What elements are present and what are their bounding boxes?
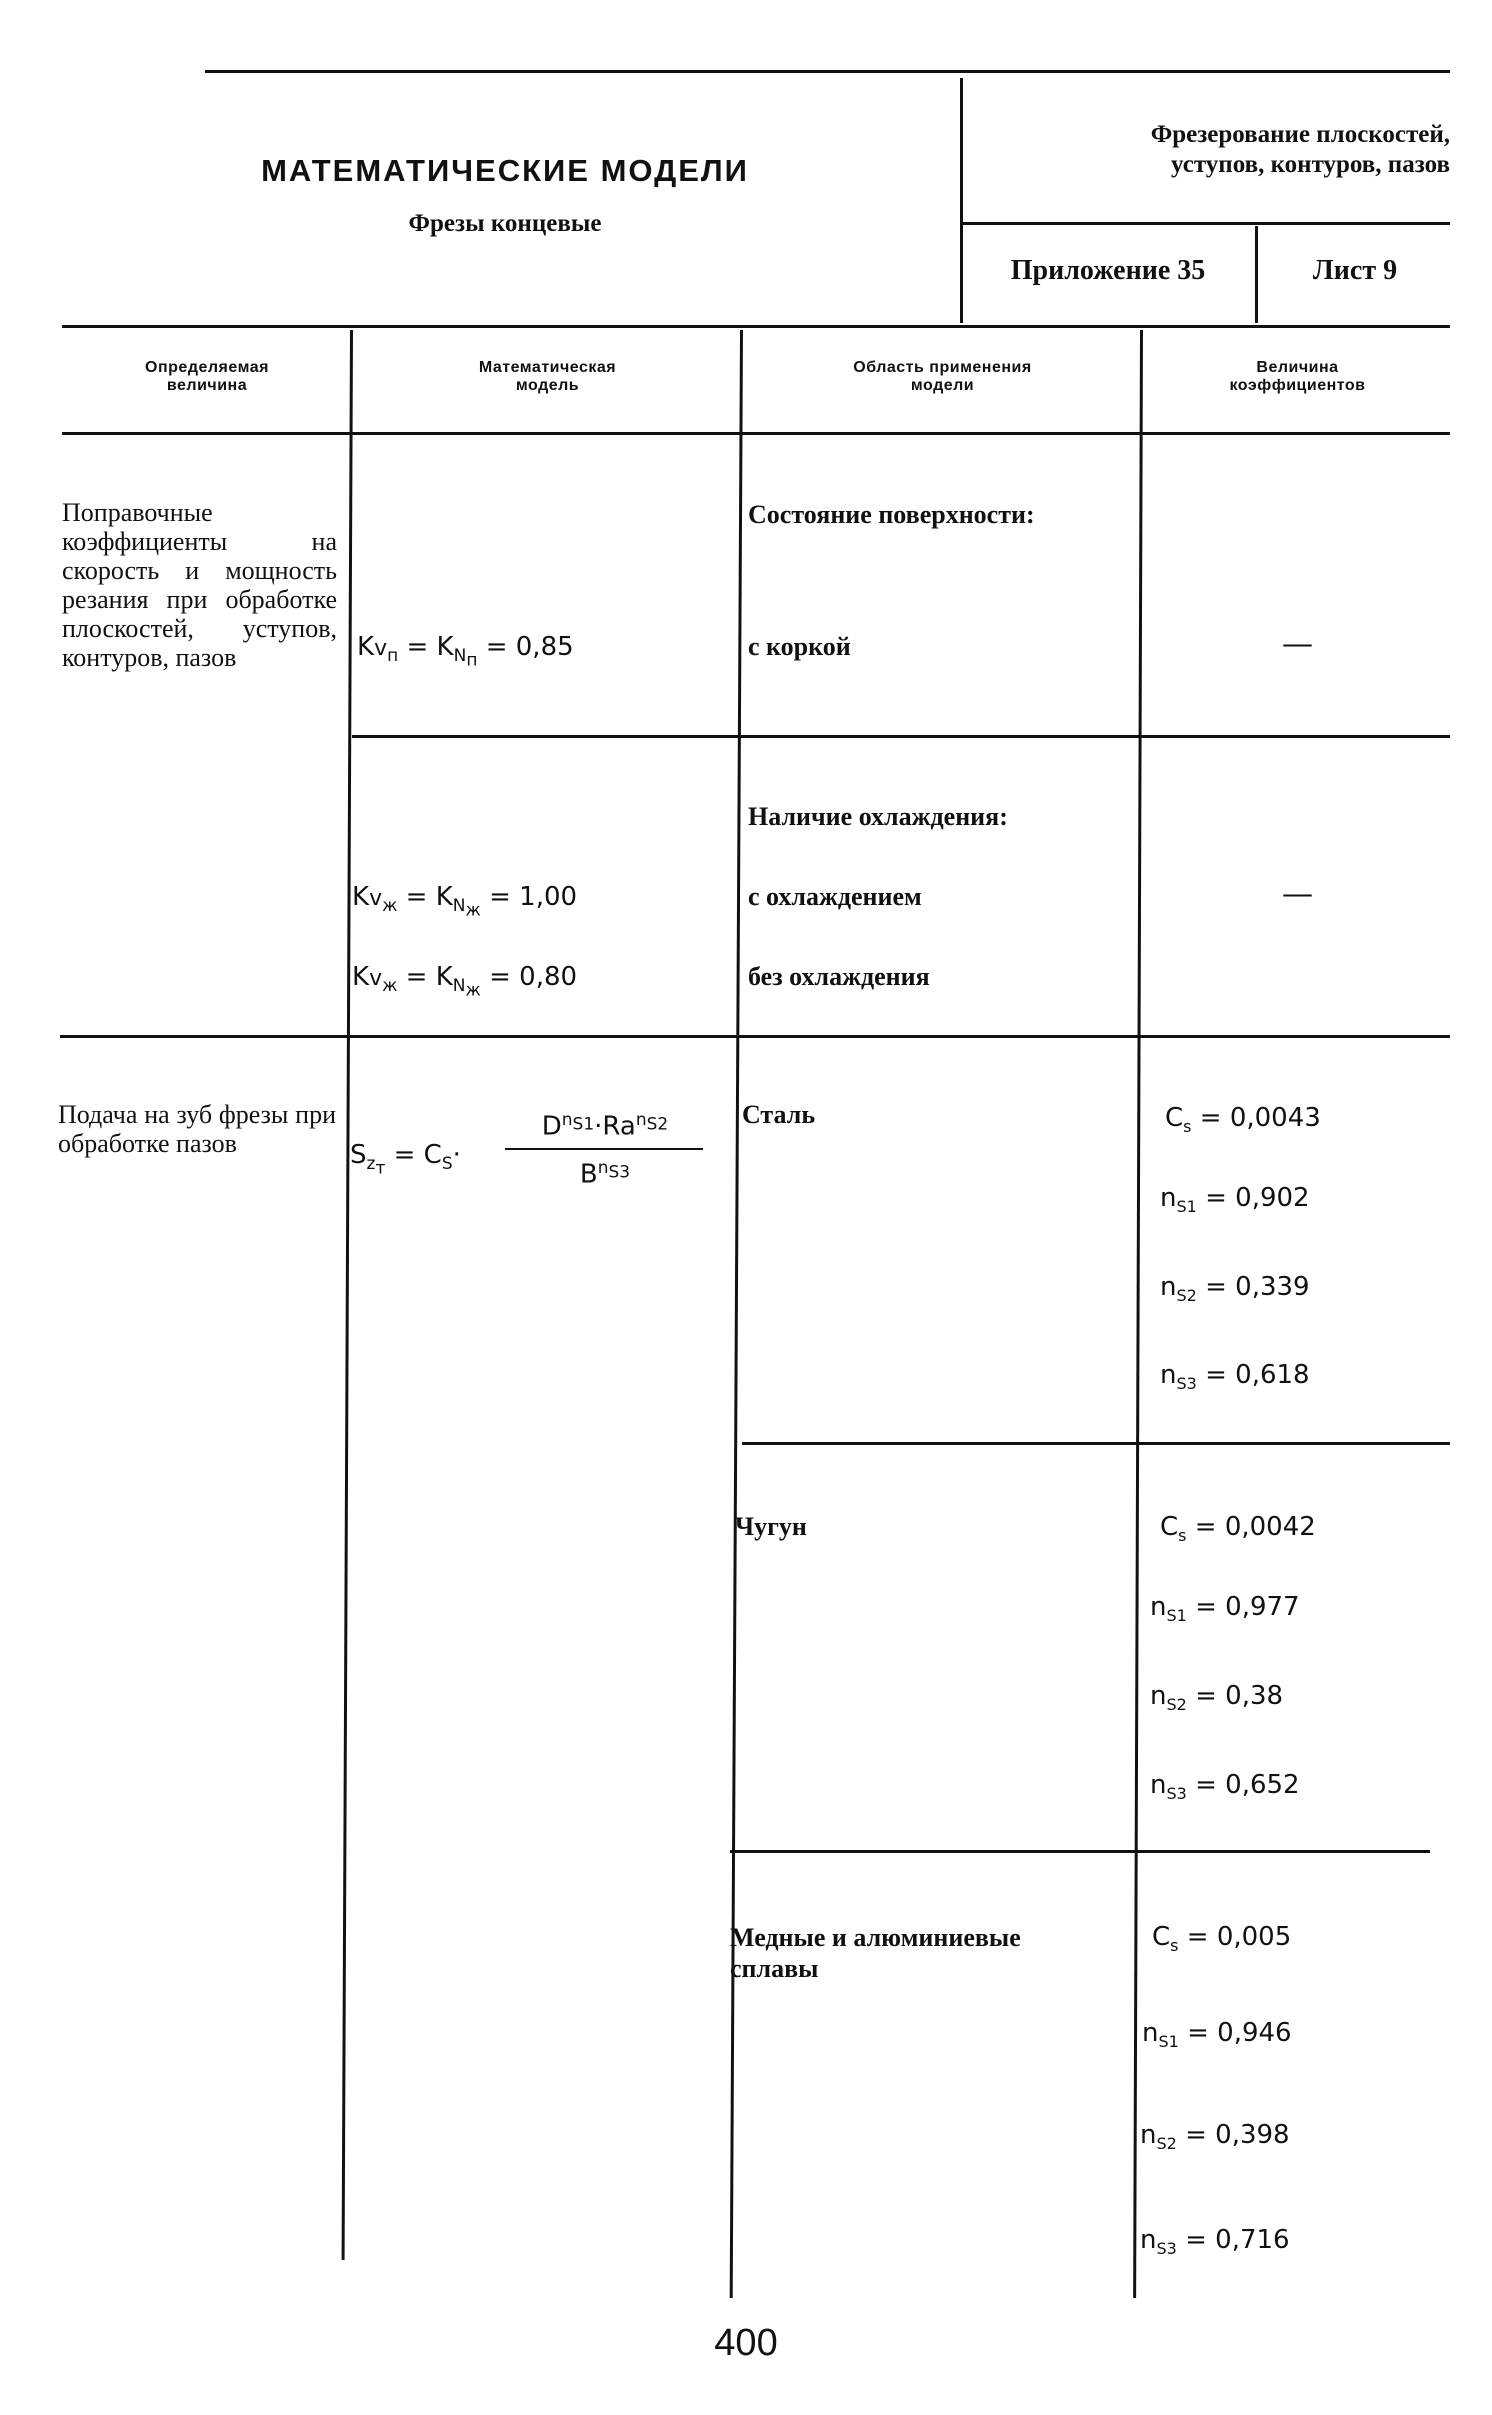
cooling-without-formula: $Kv_ж = K_{N_ж} = 0,80$ [352, 962, 578, 1001]
operation-line-2: уступов, контуров, пазов [1171, 151, 1450, 178]
col-head-model-1: Математическая [478, 359, 617, 376]
iron-n3-value: 0,652 [1225, 1770, 1300, 1800]
cooling-with-formula: $Kv_ж = K_{N_ж} = 1,00$ [352, 882, 578, 921]
col-head-quantity-1: Определяемая [145, 359, 269, 376]
nonferrous-n1-value: 0,946 [1217, 2018, 1292, 2048]
steel-n3: $n_{S3} = 0,618$ [1160, 1360, 1310, 1394]
nonferrous-cs-value: 0,005 [1216, 1922, 1292, 1952]
col-head-scope-1: Область применения [853, 359, 1032, 376]
top-rule [205, 70, 1450, 73]
steel-cs-value: 0,0043 [1229, 1103, 1321, 1133]
iron-n2-value: 0,38 [1225, 1681, 1284, 1711]
cooling-with-value: 1,00 [519, 882, 578, 912]
nonferrous-n2-value: 0,398 [1215, 2120, 1290, 2150]
feed-formula: $S_{z_т} = C_S\cdot$ $D^{n_{S1}}\cdot Ra^{n_{S2}}$ $B^{n_{S3}}$ [350, 1110, 690, 1190]
steel-n2: $n_{S2} = 0,339$ [1160, 1272, 1310, 1306]
page-number: 400 [714, 2322, 778, 2364]
col-head-coefficients-1: Величина [1256, 359, 1339, 376]
col-head-scope-2: модели [910, 377, 975, 394]
cooling-without-value: 0,80 [519, 962, 578, 992]
iron-cs-value: 0,0042 [1224, 1512, 1316, 1542]
page-title: МАТЕМАТИЧЕСКИЕ МОДЕЛИ [261, 153, 749, 188]
steel-n1: $n_{S1} = 0,902$ [1160, 1183, 1310, 1217]
iron-bottom-rule [730, 1850, 1430, 1853]
surface-heading: Состояние поверхности: [748, 500, 1035, 529]
operation-title [975, 120, 1450, 180]
col-head-coefficients [1145, 359, 1450, 395]
iron-n1-value: 0,977 [1225, 1592, 1300, 1622]
iron-n3: $n_{S3} = 0,652$ [1150, 1770, 1300, 1804]
surface-formula-value: 0,85 [515, 632, 574, 662]
nonferrous-cs: $C_s = 0,005$ [1152, 1922, 1292, 1956]
section1-sub-rule [352, 735, 1450, 738]
surface-formula: $Kv_п = K_{N_п} = 0,85$ [357, 632, 574, 671]
section2-quantity: Подача на зуб фрезы при обработке пазов [58, 1100, 336, 1158]
section1-bottom-rule [60, 1035, 1450, 1038]
steel-n3-value: 0,618 [1235, 1360, 1310, 1390]
col-head-model-2: модель [515, 377, 580, 394]
cooling-without-scope: без охлаждения [748, 962, 930, 991]
material-steel-name: Сталь [742, 1100, 816, 1129]
table-top-rule [62, 325, 1450, 328]
iron-n1: $n_{S1} = 0,977$ [1150, 1592, 1300, 1626]
nonferrous-n3-value: 0,716 [1215, 2225, 1290, 2255]
col-line-3 [1133, 330, 1143, 2298]
col-head-quantity [62, 359, 352, 395]
col-head-scope [745, 359, 1140, 395]
iron-cs: $C_s = 0,0042$ [1160, 1512, 1316, 1546]
cooling-coef: — [1283, 878, 1312, 909]
surface-scope: с коркой [748, 632, 851, 661]
operation-line-1: Фрезерование плоскостей, [1150, 121, 1450, 148]
sheet-label: Лист 9 [1312, 255, 1398, 286]
steel-n1-value: 0,902 [1235, 1183, 1310, 1213]
col-line-1 [342, 330, 353, 2260]
iron-n2: $n_{S2} = 0,38$ [1150, 1681, 1284, 1715]
header-mid-rule [962, 222, 1450, 225]
appendix-label: Приложение 35 [1010, 255, 1206, 286]
col-head-coefficients-2: коэффициентов [1229, 377, 1366, 394]
section1-quantity: Поправочные коэффициенты на скорость и мощность резания при обработке плоскостей, уступов, контуров, пазов [62, 498, 337, 672]
col-head-model [355, 359, 740, 395]
header-bottom-rule [62, 432, 1450, 435]
appendix-divider [1255, 226, 1258, 323]
steel-n2-value: 0,339 [1235, 1272, 1310, 1302]
steel-bottom-rule [742, 1442, 1450, 1445]
nonferrous-n2: $n_{S2} = 0,398$ [1140, 2120, 1290, 2154]
surface-coef: — [1283, 628, 1312, 659]
steel-cs: $C_s = 0,0043$ [1165, 1103, 1321, 1137]
col-line-2 [730, 330, 743, 2298]
material-nonferrous-name: Медные и алюминиевые сплавы [730, 1923, 1021, 1983]
material-iron-name: Чугун [735, 1512, 807, 1541]
col-head-quantity-2: величина [166, 377, 248, 394]
nonferrous-n1: $n_{S1} = 0,946$ [1142, 2018, 1292, 2052]
cooling-with-scope: с охлаждением [748, 882, 922, 911]
cooling-heading: Наличие охлаждения: [748, 802, 1008, 831]
page-subtitle: Фрезы концевые [408, 210, 602, 237]
nonferrous-n3: $n_{S3} = 0,716$ [1140, 2225, 1290, 2259]
